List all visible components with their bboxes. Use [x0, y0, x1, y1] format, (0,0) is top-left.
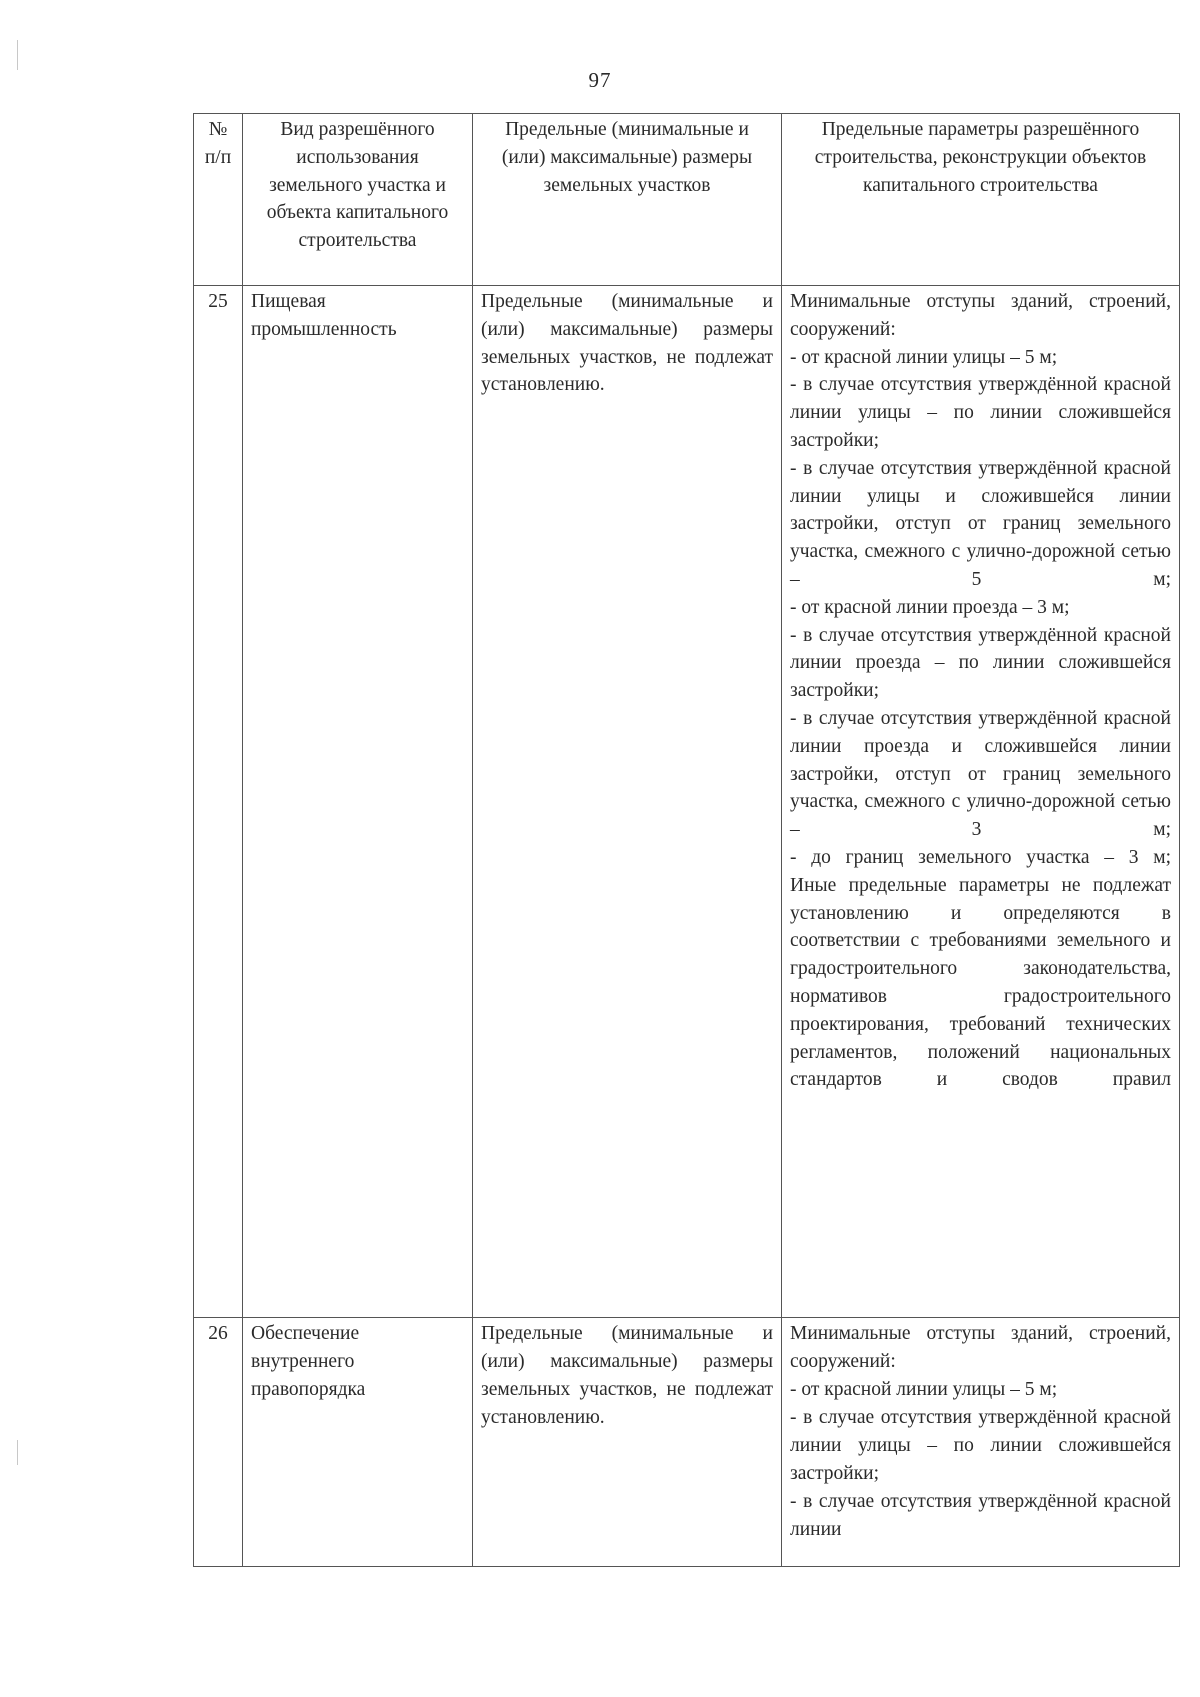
param-line: - от красной линии улицы – 5 м; [790, 346, 1058, 368]
param-line: - в случае отсутствия утверждённой красной линии улицы и сложившейся линии застройки, отступ от границ земельного участка, смежного с улично-дорожной сетью – 5 м; [790, 457, 1171, 590]
param-line: - в случае отсутствия утверждённой красной линии [790, 1491, 1171, 1540]
page-number: 97 [588, 68, 612, 92]
param-line: - в случае отсутствия утверждённой красной линии проезда – по линии сложившейся застройки; [790, 624, 1171, 702]
build-params-cell [782, 286, 1180, 1318]
plot-size-cell: Предельные (минимальные и (или) максимальные) размеры земельных участков, не подлежат установлению. [473, 1318, 782, 1567]
param-line: Иные предельные параметры не подлежат установлению и определяются в соответствии с требованиями земельного и градостроительного законодательства, нормативов градостроительного проектирования, требований технических регламентов, положений национальных стандартов и сводов правил [790, 874, 1171, 1091]
plot-size-cell: Предельные (минимальные и (или) максимальные) размеры земельных участков, не подлежат установлению. [473, 286, 782, 1318]
param-line: Минимальные отступы зданий, строений, сооружений: [790, 291, 1171, 340]
param-line: - от красной линии проезда – 3 м; [790, 596, 1070, 618]
header-number: № п/п [194, 114, 243, 286]
scan-edge-mark [17, 1440, 18, 1465]
use-type-cell: Обеспечение внутреннего правопорядка [243, 1318, 473, 1567]
table-row [194, 1318, 1180, 1567]
param-line: Минимальные отступы зданий, строений, сооружений: [790, 1323, 1171, 1372]
row-number: 26 [194, 1318, 243, 1567]
row-number: 25 [194, 286, 243, 1318]
build-params-cell [782, 1318, 1180, 1567]
scan-edge-mark [17, 40, 18, 70]
header-use-type: Вид разрешённого использования земельного участка и объекта капитального строительства [243, 114, 473, 286]
param-line: - от красной линии улицы – 5 м; [790, 1379, 1058, 1400]
param-line: - в случае отсутствия утверждённой красной линии проезда и сложившейся линии застройки, отступ от границ земельного участка, смежного с улично-дорожной сетью – 3 м; [790, 707, 1171, 841]
use-type-cell: Пищевая промышленность [243, 286, 473, 1318]
param-line: - до границ земельного участка – 3 м; [790, 846, 1171, 868]
table-header-row [194, 114, 1180, 286]
regulations-table [193, 113, 1180, 1567]
table-row [194, 286, 1180, 1318]
param-line: - в случае отсутствия утверждённой красной линии улицы – по линии сложившейся застройки; [790, 1407, 1171, 1484]
header-plot-size: Предельные (минимальные и (или) максимальные) размеры земельных участков [473, 114, 782, 286]
param-line: - в случае отсутствия утверждённой красной линии улицы – по линии сложившейся застройки; [790, 374, 1171, 451]
header-build-params: Предельные параметры разрешённого строительства, реконструкции объектов капитального строительства [782, 114, 1180, 286]
